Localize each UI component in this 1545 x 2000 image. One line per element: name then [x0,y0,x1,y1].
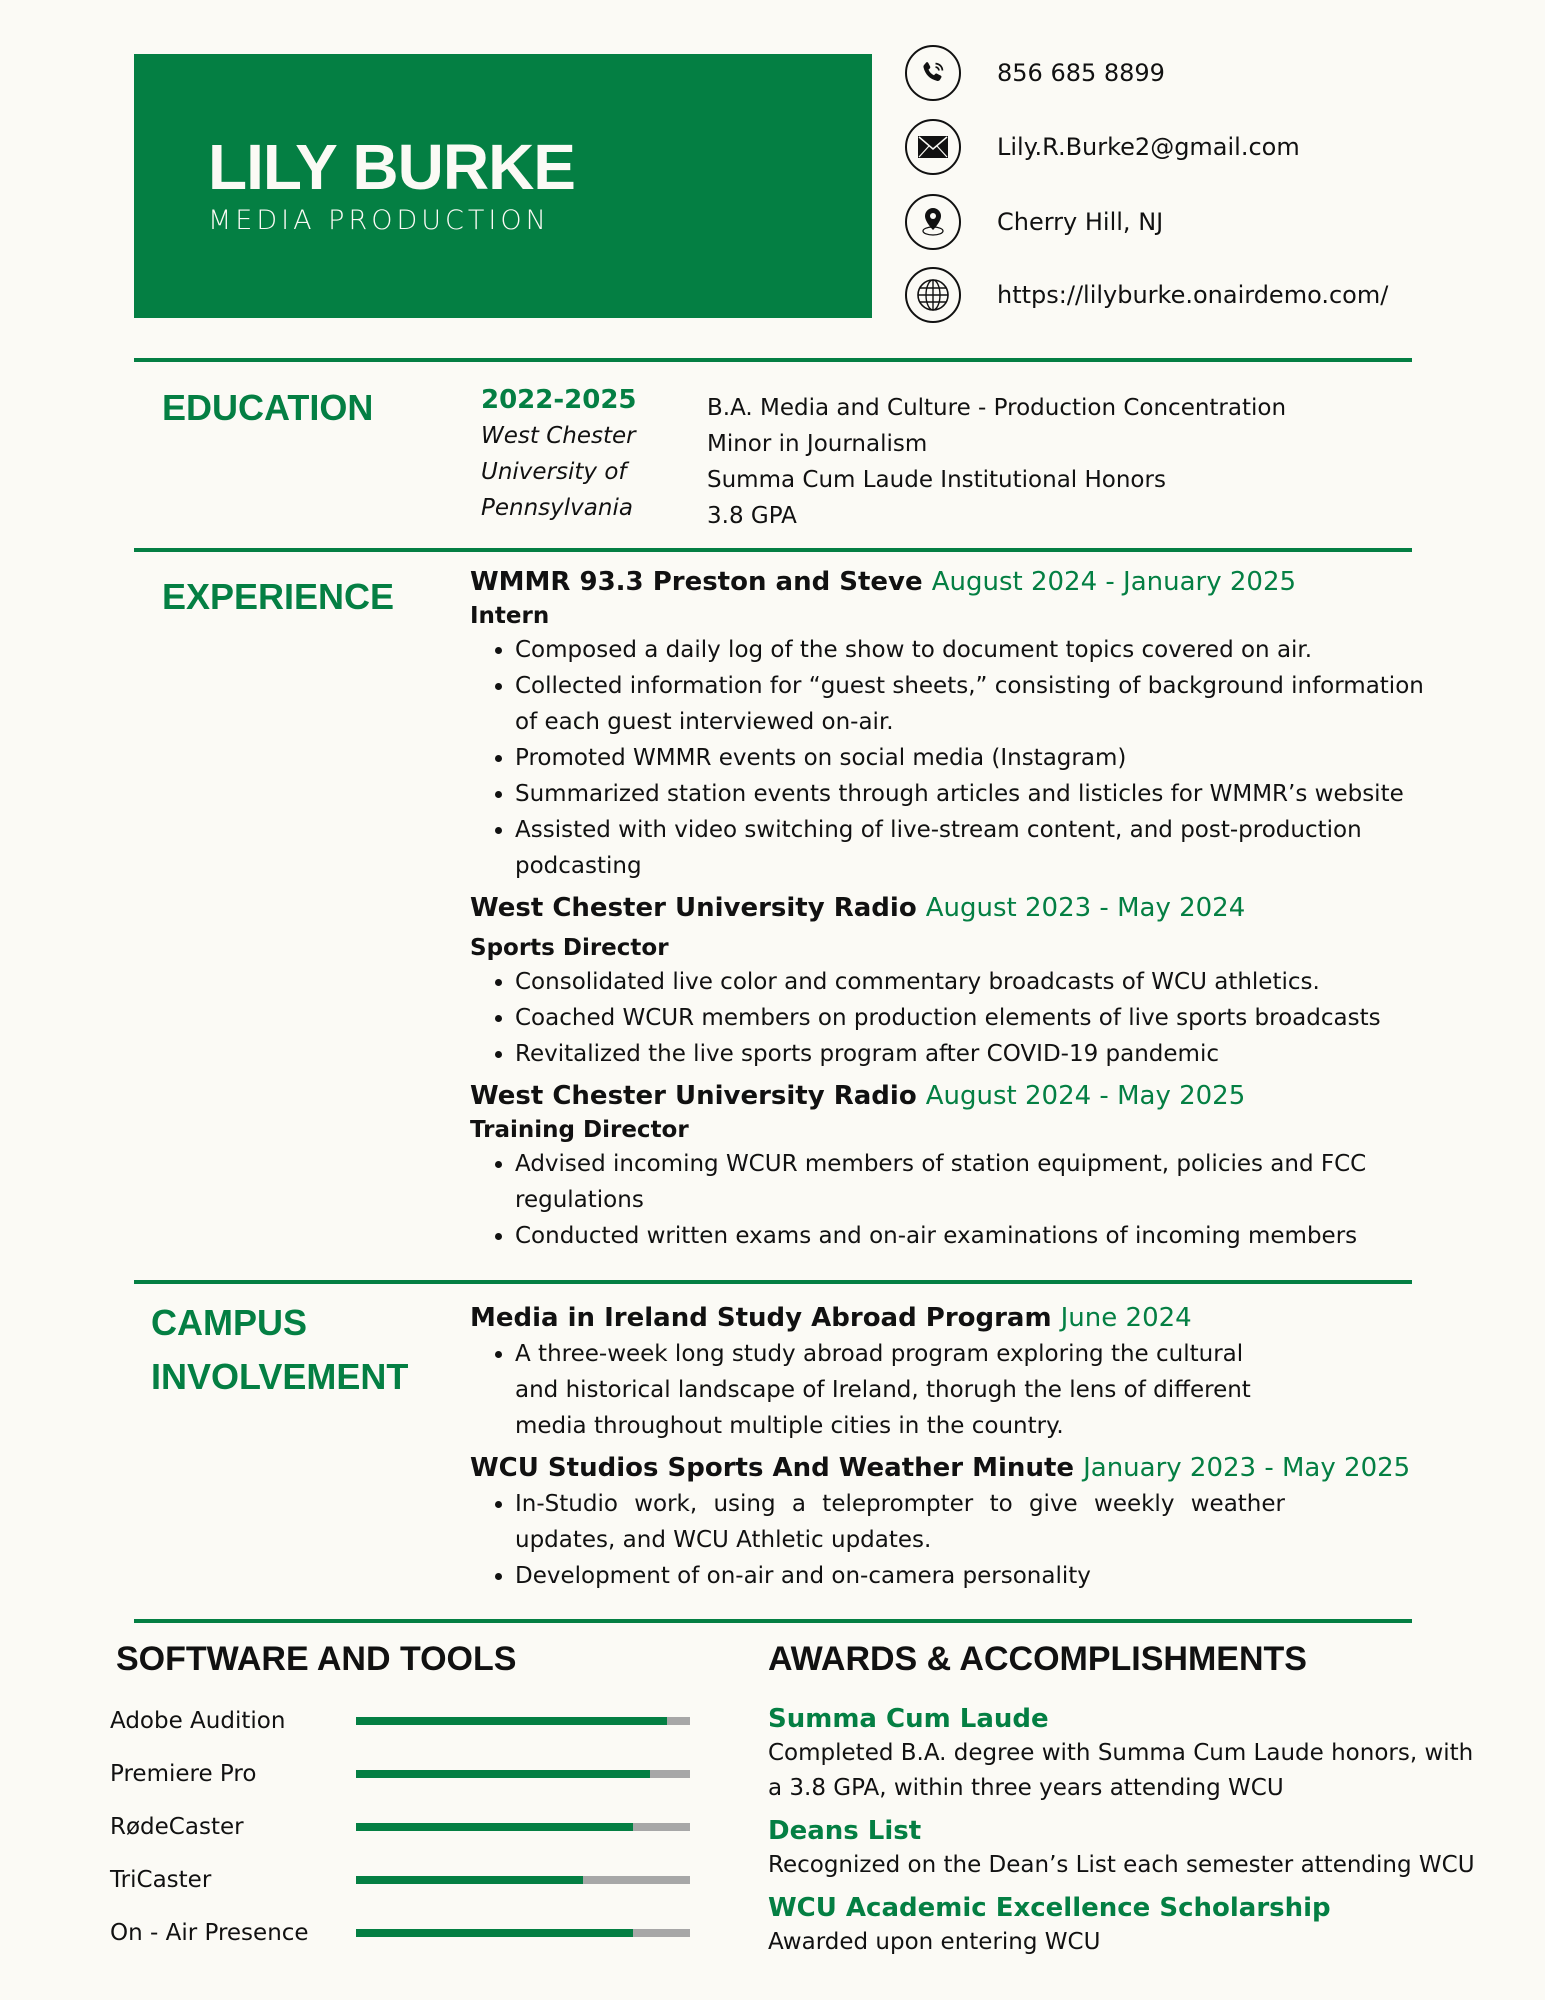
skill-bar-track [356,1717,690,1725]
job-bullet: • Summarized station events through articles and listicles for WMMR’s website [515,776,1450,812]
job-bullet: • Coached WCUR members on production elements of live sports broadcasts [515,1000,1450,1036]
campus-bullet: • In-Studio work, using a teleprompter to give weekly weather updates, and WCU Athletic updates. [515,1486,1285,1558]
campus-bullet: • A three-week long study abroad program exploring the cultural and historical landscape of Ireland, thorugh the lens of different media throughout multiple cities in the country. [515,1336,1285,1444]
section-divider [134,358,1412,362]
section-divider [134,548,1412,552]
website-link[interactable]: https://lilyburke.onairdemo.com/ [997,281,1389,309]
skill-bar-track [356,1770,690,1778]
candidate-name: LILY BURKE [208,131,575,203]
education-years: 2022-2025 [481,385,637,415]
contact-phone [905,42,1165,104]
location-pin-icon [905,194,961,250]
campus-bullets [470,1336,1285,1444]
education-degree: B.A. Media and Culture - Production Concentration [707,395,1287,421]
education-school-line: West Chester [481,423,636,449]
job-bullet: • Assisted with video switching of live-stream content, and post-production podcasting [515,812,1450,884]
experience-heading: EXPERIENCE [162,576,395,617]
skill-name: TriCaster [110,1867,212,1893]
skill-row [110,1913,710,1953]
job-dates: August 2024 - May 2025 [925,1081,1246,1111]
education-gpa: 3.8 GPA [707,503,797,529]
award-desc: Awarded upon entering WCU [768,1929,1101,1955]
job-dates: August 2023 - May 2024 [925,893,1246,923]
campus-entry [470,1300,1430,1444]
education-details [707,390,1286,534]
campus-heading-line: CAMPUS [151,1302,308,1343]
job-org: West Chester University Radio [470,1081,917,1111]
campus-bullet: • Development of on-air and on-camera personality [515,1558,1285,1594]
skill-bar-fill [356,1929,633,1937]
contact-website [905,264,1388,326]
education-heading: EDUCATION [162,387,374,428]
job-role: Sports Director [470,935,669,961]
awards-heading: AWARDS & ACCOMPLISHMENTS [768,1640,1307,1678]
job-bullet: • Consolidated live color and commentary broadcasts of WCU athletics. [515,964,1450,1000]
job-bullet: • Collected information for “guest sheets,” consisting of background information of each guest interviewed on-air. [515,668,1450,740]
campus-header [470,1450,1430,1486]
award-entry [768,1891,1488,1960]
job-bullet: • Promoted WMMR events on social media (Instagram) [515,740,1450,776]
skill-bar-fill [356,1876,583,1884]
award-desc: Completed B.A. degree with Summa Cum Laude honors, with a 3.8 GPA, within three years attending WCU [768,1740,1474,1801]
section-divider [134,1619,1412,1623]
skill-bar-track [356,1823,690,1831]
skill-row [110,1701,710,1741]
location-text: Cherry Hill, NJ [997,208,1164,236]
skill-bar-track [356,1929,690,1937]
education-school-line: Pennsylvania [481,495,633,521]
skill-name: Adobe Audition [110,1708,286,1734]
skill-row [110,1807,710,1847]
contact-email [905,116,1300,178]
skill-row [110,1860,710,1900]
phone-icon [905,45,961,101]
job-org: WMMR 93.3 Preston and Steve [470,567,923,597]
job-bullets [470,632,1450,884]
job-org: West Chester University Radio [470,893,917,923]
skill-bar-fill [356,1770,650,1778]
job-bullets [470,964,1450,1072]
job-bullet: • Conducted written exams and on-air examinations of incoming members [515,1218,1450,1254]
award-title: WCU Academic Excellence Scholarship [768,1893,1331,1923]
award-title: Deans List [768,1816,922,1846]
section-divider [134,1280,1412,1284]
job-entry [470,1078,1450,1254]
education-school-block [481,382,671,526]
awards-list [768,1702,1488,1960]
campus-dates: June 2024 [1060,1303,1192,1333]
job-dates: August 2024 - January 2025 [931,567,1297,597]
campus-org: WCU Studios Sports And Weather Minute [470,1453,1075,1483]
campus-heading-line: INVOLVEMENT [151,1356,409,1397]
job-role: Training Director [470,1117,689,1143]
award-desc: Recognized on the Dean’s List each semester attending WCU [768,1852,1475,1878]
campus-list [470,1300,1430,1594]
job-bullet: • Composed a daily log of the show to document topics covered on air. [515,632,1450,668]
skill-row [110,1754,710,1794]
campus-dates: January 2023 - May 2025 [1083,1453,1411,1483]
envelope-icon [905,119,961,175]
job-role: Intern [470,603,550,629]
software-heading: SOFTWARE AND TOOLS [116,1640,517,1678]
education-school-line: University of [481,459,627,485]
award-title: Summa Cum Laude [768,1704,1049,1734]
skill-bar-fill [356,1717,667,1725]
education-minor: Minor in Journalism [707,431,928,457]
job-header [470,1078,1450,1114]
campus-entry [470,1450,1430,1594]
job-header [470,564,1450,600]
job-bullets [470,1146,1450,1254]
education-honors: Summa Cum Laude Institutional Honors [707,467,1166,493]
phone-number: 856 685 8899 [997,59,1165,87]
campus-header [470,1300,1430,1336]
award-entry [768,1814,1488,1883]
skill-bar-track [356,1876,690,1884]
contact-location [905,191,1163,253]
campus-org: Media in Ireland Study Abroad Program [470,1303,1052,1333]
campus-bullets [470,1486,1285,1594]
skill-name: Premiere Pro [110,1761,257,1787]
globe-icon [905,267,961,323]
experience-list [470,564,1450,1254]
job-bullet: • Advised incoming WCUR members of station equipment, policies and FCC regulations [515,1146,1450,1218]
job-header [470,890,1450,926]
skill-name: On - Air Presence [110,1920,309,1946]
award-entry [768,1702,1488,1806]
candidate-role: MEDIA PRODUCTION [208,205,550,236]
job-entry [470,564,1450,884]
header-banner [134,54,872,318]
job-entry [470,890,1450,1072]
skill-name: RødeCaster [110,1814,244,1840]
email-link[interactable]: Lily.R.Burke2@gmail.com [997,133,1300,161]
skill-bar-fill [356,1823,633,1831]
job-bullet: • Revitalized the live sports program after COVID-19 pandemic [515,1036,1450,1072]
campus-heading [151,1296,408,1404]
